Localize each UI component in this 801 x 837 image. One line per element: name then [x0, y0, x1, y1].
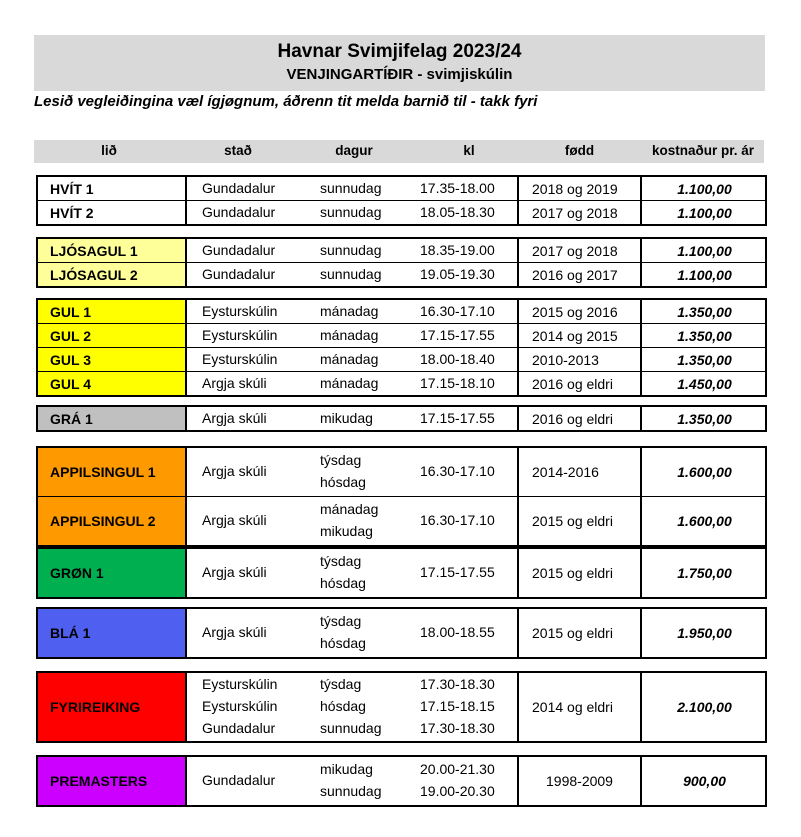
day-text: sunnudag: [320, 203, 382, 220]
schedule-cell: [189, 609, 519, 657]
table-row: [38, 300, 765, 324]
location-text: Eysturskúlin: [202, 676, 278, 692]
cost-cell: 1.600,00: [677, 513, 732, 529]
birth-year-cell: 2014 og eldri: [519, 673, 642, 741]
schedule-cell: [189, 497, 519, 545]
table-row: [38, 448, 765, 497]
day-text: hósdag: [320, 474, 366, 490]
schedule-cell: [189, 177, 519, 200]
table-row: [38, 673, 765, 741]
row-group: [36, 755, 767, 807]
time-text: 17.15-18.10: [420, 374, 495, 391]
day-text: mánadag: [320, 302, 379, 319]
day-text: hósdag: [320, 698, 366, 714]
group-name-cell: LJÓSAGUL 1: [38, 239, 187, 262]
group-name-cell: GUL 3: [38, 348, 187, 371]
location-text: Gundadalur: [202, 203, 276, 220]
cost-cell: 1.350,00: [677, 410, 732, 427]
birth-year-cell: 2010-2013: [519, 348, 642, 371]
row-group: [36, 671, 767, 743]
table-row: [38, 239, 765, 263]
cost-cell: 900,00: [683, 773, 726, 789]
day-text: mikudag: [320, 523, 373, 539]
birth-year-cell: 2014-2016: [519, 448, 642, 496]
session-line: [189, 202, 517, 224]
schedule-cell: [189, 372, 519, 395]
location-text: Eysturskúlin: [202, 326, 278, 343]
group-name-cell: FYRIREIKING: [38, 673, 187, 741]
col-header-stad: stað: [224, 143, 252, 158]
birth-year-cell: 2015 og eldri: [519, 497, 642, 545]
schedule-cell: [189, 239, 519, 262]
schedule-cell: [189, 673, 519, 741]
schedule-cell: [189, 348, 519, 371]
schedule-cell: [189, 324, 519, 347]
table-row: [38, 757, 765, 805]
birth-year-cell: 2016 og eldri: [519, 372, 642, 395]
birth-year-cell: 2016 og 2017: [519, 263, 642, 286]
group-name-cell: APPILSINGUL 1: [38, 448, 187, 496]
time-text: 17.15-17.55: [420, 326, 495, 343]
location-text: Argja skúli: [202, 463, 267, 479]
time-text: 17.15-18.15: [420, 698, 495, 714]
time-text: 16.30-17.10: [420, 302, 495, 319]
group-name-cell: GRØN 1: [38, 549, 187, 597]
col-header-fodd: fødd: [564, 143, 595, 158]
session-line: [189, 349, 517, 371]
row-group: [36, 298, 767, 397]
birth-year-cell: 2015 og 2016: [519, 300, 642, 323]
cost-cell: 1.100,00: [677, 242, 732, 259]
row-group: [36, 547, 767, 599]
birth-year-cell: 2017 og 2018: [519, 201, 642, 224]
location-text: Argja skúli: [202, 564, 267, 580]
page-subtitle: VENJINGARTÍÐIR - svimjiskúlin: [286, 66, 513, 83]
schedule-cell: [189, 549, 519, 597]
day-line: [189, 573, 517, 595]
time-text: 17.15-17.55: [420, 564, 495, 580]
location-text: Argja skúli: [202, 374, 267, 391]
time-text: 16.30-17.10: [420, 463, 495, 479]
location-text: Eysturskúlin: [202, 302, 278, 319]
location-text: Argja skúli: [202, 512, 267, 528]
schedule-cell: [189, 757, 519, 805]
row-group: [36, 405, 767, 432]
day-text: mánadag: [320, 374, 379, 391]
day-text: mánadag: [320, 350, 379, 367]
time-text: 20.00-21.30: [420, 761, 495, 777]
location-text: Eysturskúlin: [202, 350, 278, 367]
location-text: Eysturskúlin: [202, 698, 278, 714]
title-banner: [34, 35, 765, 91]
session-line: [189, 264, 517, 286]
session-line: [189, 696, 517, 718]
time-text: 17.35-18.00: [420, 179, 495, 196]
schedule-cell: [189, 448, 519, 496]
group-name-cell: APPILSINGUL 2: [38, 497, 187, 545]
group-name-cell: BLÁ 1: [38, 609, 187, 657]
group-name-cell: GRÁ 1: [38, 407, 187, 430]
location-text: Gundadalur: [202, 772, 276, 788]
cost-cell: 1.600,00: [677, 464, 732, 480]
day-text: mánadag: [320, 501, 379, 517]
table-row: [38, 177, 765, 201]
location-text: Gundadalur: [202, 265, 276, 282]
session-line: [189, 373, 517, 395]
location-text: Gundadalur: [202, 720, 276, 736]
birth-year-cell: 2017 og 2018: [519, 239, 642, 262]
day-line: [189, 551, 517, 573]
session-line: [189, 240, 517, 262]
birth-year-cell: 2018 og 2019: [519, 177, 642, 200]
day-line: [189, 611, 517, 633]
birth-year-cell: 1998-2009: [519, 757, 642, 805]
cost-cell: 1.100,00: [677, 180, 732, 197]
session-line: [189, 178, 517, 200]
session-line: [189, 674, 517, 696]
table-row: [38, 497, 765, 545]
col-header-kl: kl: [463, 143, 475, 158]
table-row: [38, 609, 765, 657]
cost-cell: 1.750,00: [677, 565, 732, 581]
time-text: 19.05-19.30: [420, 265, 495, 282]
group-name-cell: PREMASTERS: [38, 757, 187, 805]
table-row: [38, 324, 765, 348]
group-name-cell: LJÓSAGUL 2: [38, 263, 187, 286]
schedule-cell: [189, 407, 519, 430]
day-line: [189, 633, 517, 655]
cost-cell: 1.100,00: [677, 266, 732, 283]
time-text: 18.05-18.30: [420, 203, 495, 220]
group-name-cell: GUL 1: [38, 300, 187, 323]
day-text: hósdag: [320, 575, 366, 591]
day-text: mánadag: [320, 326, 379, 343]
location-text: Argja skúli: [202, 624, 267, 640]
location-text: Argja skúli: [202, 409, 267, 426]
table-row: [38, 348, 765, 372]
cost-cell: 1.950,00: [677, 625, 732, 641]
cost-cell: 1.100,00: [677, 204, 732, 221]
row-group: [36, 446, 767, 547]
day-line: [189, 499, 517, 521]
cost-cell: 1.450,00: [677, 375, 732, 392]
day-text: sunnudag: [320, 265, 382, 282]
session-line: [189, 718, 517, 740]
day-text: hósdag: [320, 635, 366, 651]
table-row: [38, 263, 765, 286]
time-text: 17.30-18.30: [420, 676, 495, 692]
table-header: [34, 140, 764, 163]
table-row: [38, 201, 765, 224]
time-text: 16.30-17.10: [420, 512, 495, 528]
birth-year-cell: 2016 og eldri: [519, 407, 642, 430]
cost-cell: 1.350,00: [677, 351, 732, 368]
day-text: sunnudag: [320, 241, 382, 258]
session-line: [189, 325, 517, 347]
schedule-cell: [189, 263, 519, 286]
day-text: sunnudag: [320, 783, 382, 799]
cost-cell: 2.100,00: [677, 699, 732, 715]
time-text: 17.30-18.30: [420, 720, 495, 736]
group-name-cell: HVÍT 1: [38, 177, 187, 200]
col-header-dagur: dagur: [335, 143, 373, 158]
table-row: [38, 407, 765, 430]
page-title: Havnar Svimjifelag 2023/24: [277, 41, 522, 62]
session-line: [189, 301, 517, 323]
col-header-lid: lið: [101, 143, 117, 158]
birth-year-cell: 2014 og 2015: [519, 324, 642, 347]
group-name-cell: HVÍT 2: [38, 201, 187, 224]
location-text: Gundadalur: [202, 241, 276, 258]
row-group: [36, 237, 767, 288]
day-text: týsdag: [320, 452, 362, 468]
location-line: [189, 770, 517, 792]
day-text: mikudag: [320, 761, 373, 777]
day-line: [189, 472, 517, 494]
session-line: [189, 408, 517, 430]
day-text: týsdag: [320, 613, 362, 629]
birth-year-cell: 2015 og eldri: [519, 609, 642, 657]
day-text: mikudag: [320, 409, 373, 426]
schedule-cell: [189, 300, 519, 323]
time-text: 17.15-17.55: [420, 409, 495, 426]
instruction-note: Lesið vegleiðingina væl ígjøgnum, áðrenn tit melda barnið til - takk fyri: [34, 93, 538, 110]
group-name-cell: GUL 2: [38, 324, 187, 347]
day-text: týsdag: [320, 553, 362, 569]
day-text: týsdag: [320, 676, 362, 692]
cost-cell: 1.350,00: [677, 303, 732, 320]
birth-year-cell: 2015 og eldri: [519, 549, 642, 597]
time-text: 18.00-18.40: [420, 350, 495, 367]
day-text: sunnudag: [320, 720, 382, 736]
group-name-cell: GUL 4: [38, 372, 187, 395]
day-line: [189, 450, 517, 472]
day-line: [189, 521, 517, 543]
col-header-cost: kostnaður pr. ár: [651, 143, 755, 158]
table-row: [38, 372, 765, 395]
time-text: 19.00-20.30: [420, 783, 495, 799]
table-row: [38, 549, 765, 597]
time-text: 18.00-18.55: [420, 624, 495, 640]
schedule-cell: [189, 201, 519, 224]
row-group: [36, 607, 767, 659]
cost-cell: 1.350,00: [677, 327, 732, 344]
row-group: [36, 175, 767, 226]
location-text: Gundadalur: [202, 179, 276, 196]
time-text: 18.35-19.00: [420, 241, 495, 258]
day-text: sunnudag: [320, 179, 382, 196]
